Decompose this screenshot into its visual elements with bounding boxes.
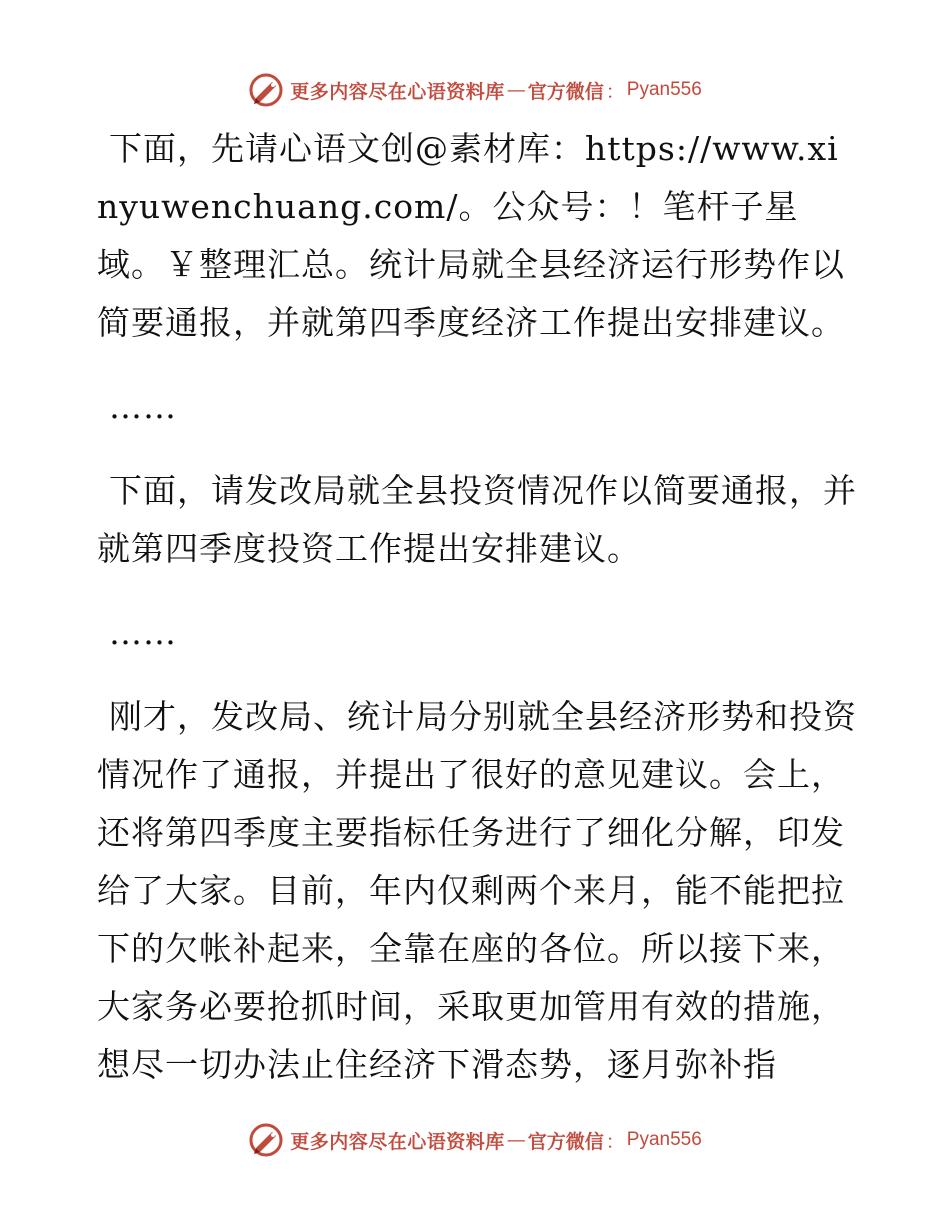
banner-wechat-id: Pyan556 <box>626 1129 702 1150</box>
banner-dash: — <box>506 1129 526 1151</box>
ellipsis-1: …… <box>109 387 177 426</box>
banner-text <box>290 77 702 104</box>
banner-wechat-id: Pyan556 <box>626 79 702 100</box>
pen-nib-logo-icon <box>248 72 284 108</box>
footer-banner <box>0 1120 950 1160</box>
banner-main-text: 更多内容尽在心语资料库 <box>290 80 505 103</box>
banner-main-text: 更多内容尽在心语资料库 <box>290 1130 505 1153</box>
paragraph-1: 下面，先请心语文创@素材库：https://www.xinyuwenchuang.com/。公众号：！笔杆子星域。￥整理汇总。统计局就全县经济运行形势作以简要通报，并就第四季度经济工作提出安排建议。 <box>97 129 845 342</box>
paragraph-2: 下面，请发改局就全县投资情况作以简要通报，并就第四季度投资工作提出安排建议。 <box>97 471 857 568</box>
banner-sub-text: 官方微信 <box>527 1130 604 1153</box>
banner-colon: ： <box>605 80 625 103</box>
document-body <box>97 120 857 1120</box>
banner-text <box>290 1127 702 1154</box>
banner-sub-text: 官方微信 <box>527 80 604 103</box>
paragraph-3: 刚才，发改局、统计局分别就全县经济形势和投资情况作了通报，并提出了很好的意见建议。会上，还将第四季度主要指标任务进行了细化分解，印发给了大家。目前，年内仅剩两个来月，能不能把拉下的欠帐补起来，全靠在座的各位。所以接下来，大家务必要抢抓时间，采取更加管用有效的措施，想尽一切办法止住经济下滑态势，逐月弥补指 <box>97 697 857 1084</box>
banner-colon: ： <box>605 1130 625 1153</box>
header-banner <box>0 70 950 110</box>
banner-dash: — <box>506 79 526 101</box>
ellipsis-2: …… <box>109 613 177 652</box>
pen-nib-logo-icon <box>248 1122 284 1158</box>
